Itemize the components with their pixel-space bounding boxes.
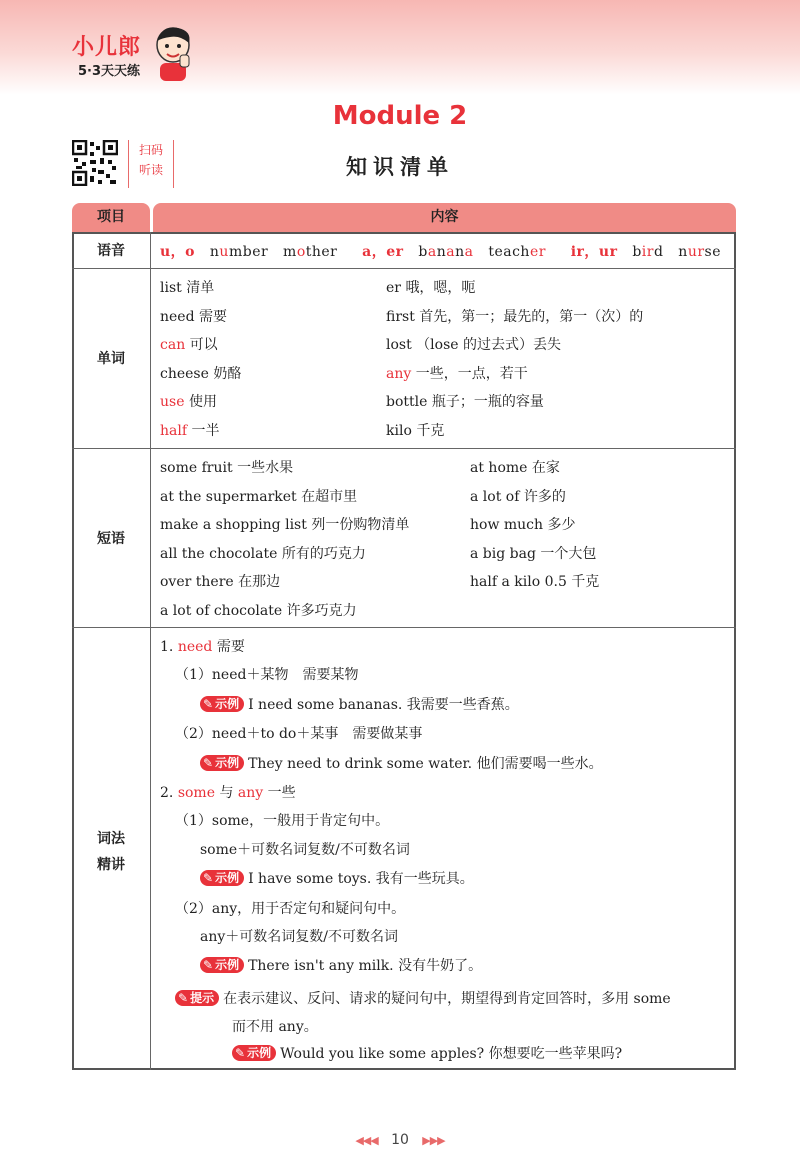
mascot-icon (150, 25, 196, 83)
brand-logo: 小儿郎 (72, 35, 142, 60)
phrase-item: over there 在那边 (160, 574, 281, 590)
vocab-item: can 可以 (160, 337, 218, 353)
phonics-word: mother (283, 244, 338, 260)
grammar-point-2-title: 2. some 与 any 一些 (160, 785, 296, 801)
phonics-word: number (209, 244, 269, 260)
phrase-item: a big bag 一个大包 (470, 545, 597, 562)
grammar-rule: some＋可数名词复数/不可数名词 (200, 842, 410, 858)
phonics-key: ir，ur (570, 244, 618, 260)
vocab-item: half 一半 (160, 422, 220, 439)
vocab-item: use 使用 (160, 394, 217, 410)
phrase-item: make a shopping list 列一份购物清单 (160, 517, 410, 533)
scan-line2: 听读 (138, 163, 163, 177)
scan-to-listen-label (128, 140, 174, 188)
phonics-key: u，o (160, 244, 196, 260)
phrase-item: at the supermarket 在超市里 (160, 488, 358, 505)
grammar-point-1-usage-1: （1）need＋某物 需要某物 (175, 667, 359, 683)
grammar-tip-cont: 而不用 any。 (232, 1019, 318, 1035)
example-badge: ✎ 示例 (200, 696, 244, 712)
phonics-row (160, 241, 721, 261)
phonics-word: bird (632, 244, 664, 260)
row-label-phrases: 短语 (97, 531, 125, 547)
row-divider (72, 268, 736, 269)
phrase-item: at home 在家 (470, 460, 560, 476)
row-label-grammar (72, 826, 150, 878)
table-divider (150, 232, 151, 1070)
page-footer (0, 1132, 800, 1148)
grammar-example: ✎ 示例 There isn't any milk. 没有牛奶了。 (200, 955, 482, 975)
vocab-item: any 一些，一点，若干 (386, 365, 528, 382)
phrase-item: a lot of chocolate 许多巧克力 (160, 602, 357, 619)
row-label-vocab: 单词 (97, 351, 125, 367)
grammar-point-2-usage-1: （1）some，一般用于肯定句中。 (175, 813, 390, 829)
example-badge: ✎ 示例 (200, 957, 244, 973)
grammar-point-1-title: 1. need 需要 (160, 639, 245, 655)
vocab-item: lost （lose 的过去式）丢失 (386, 337, 561, 353)
phonics-key: a，er (362, 244, 404, 260)
example-badge: ✎ 示例 (200, 755, 244, 771)
page-number: 10 (391, 1132, 409, 1148)
vocab-item: first 首先，第一；最先的，第一（次）的 (386, 308, 644, 325)
example-badge: ✎ 示例 (200, 870, 244, 886)
grammar-label-1: 词法 (97, 831, 125, 847)
grammar-point-1-usage-2: （2）need＋to do＋某事 需要做某事 (175, 726, 423, 742)
vocab-item: er 哦，嗯，呃 (386, 280, 476, 296)
brand-subtitle: 5·3天天练 (78, 64, 141, 79)
phrase-item: half a kilo 0.5 千克 (470, 574, 600, 590)
row-divider (72, 627, 736, 628)
grammar-example: ✎ 示例 I need some bananas. 我需要一些香蕉。 (200, 694, 519, 714)
scan-line1: 扫码 (138, 143, 163, 157)
phrase-item: all the chocolate 所有的巧克力 (160, 545, 366, 562)
phrase-item: some fruit 一些水果 (160, 460, 294, 476)
vocab-item: bottle 瓶子；一瓶的容量 (386, 394, 544, 410)
vocab-item: kilo 千克 (386, 422, 445, 439)
column-header-item: 项目 (72, 203, 150, 232)
phonics-word: nurse (678, 244, 722, 260)
grammar-point-2-usage-2: （2）any，用于否定句和疑问句中。 (175, 901, 406, 917)
grammar-example: ✎ 示例 Would you like some apples? 你想要吃一些苹果吗? (232, 1043, 622, 1063)
example-badge: ✎ 示例 (232, 1045, 276, 1061)
grammar-label-2: 精讲 (97, 857, 125, 873)
row-label-phonics: 语音 (97, 243, 125, 259)
phrase-item: a lot of 许多的 (470, 488, 566, 505)
vocab-item: need 需要 (160, 308, 228, 325)
grammar-example: ✎ 示例 I have some toys. 我有一些玩具。 (200, 868, 474, 888)
vocab-item: cheese 奶酪 (160, 365, 242, 382)
prev-arrows-icon: ◀◀◀ (355, 1134, 378, 1147)
row-divider (72, 448, 736, 449)
grammar-rule: any＋可数名词复数/不可数名词 (200, 929, 398, 945)
section-title: 知识清单 (346, 155, 454, 179)
grammar-example: ✎ 示例 They need to drink some water. 他们需要喝一些水。 (200, 753, 603, 773)
tip-badge: ✎ 提示 (175, 990, 219, 1006)
vocab-item: list 清单 (160, 280, 215, 296)
next-arrows-icon: ▶▶▶ (422, 1134, 445, 1147)
module-title: Module 2 (332, 101, 468, 131)
phonics-word: banana (418, 244, 474, 260)
grammar-tip: ✎ 提示 在表示建议、反问、请求的疑问句中，期望得到肯定回答时，多用 some (175, 988, 671, 1008)
phrase-item: how much 多少 (470, 517, 576, 533)
phonics-word: teacher (488, 244, 546, 260)
column-header-content: 内容 (153, 203, 736, 232)
qr-code-icon[interactable] (72, 140, 118, 186)
